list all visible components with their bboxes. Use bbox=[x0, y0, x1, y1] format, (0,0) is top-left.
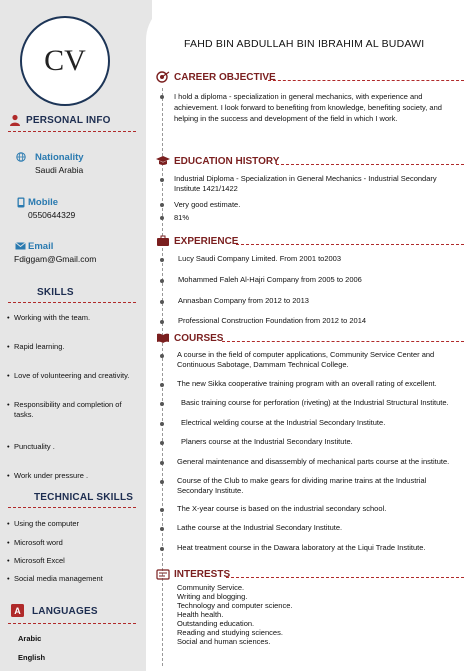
bullet bbox=[160, 547, 164, 551]
languages-title: LANGUAGES bbox=[32, 606, 98, 617]
interests-icon bbox=[156, 568, 170, 580]
interest-item: Reading and studying sciences. bbox=[177, 628, 283, 637]
technical-skill-item: • Microsoft Excel bbox=[14, 556, 138, 566]
bullet bbox=[160, 258, 164, 262]
course-item: Course of the Club to make gears for dividing marine trains at the Industrial Secondary Institute. bbox=[177, 476, 427, 495]
email-icon bbox=[15, 242, 26, 250]
bullet bbox=[160, 216, 164, 220]
nationality-label: Nationality bbox=[35, 152, 84, 163]
person-icon bbox=[9, 114, 21, 126]
course-item: Lathe course at the Industrial Secondary Institute. bbox=[177, 523, 343, 532]
technical-skill-item: • Microsoft word bbox=[14, 538, 138, 548]
career-objective-title: CAREER OBJECTIVE bbox=[174, 72, 276, 83]
technical-skills-title: TECHNICAL SKILLS bbox=[34, 492, 134, 503]
divider bbox=[222, 341, 464, 342]
course-item: A course in the field of computer applications, Community Service Center and Continuous Sabotage, Dammam Technical College. bbox=[177, 350, 435, 369]
interest-item: Health health. bbox=[177, 610, 224, 619]
bullet bbox=[160, 461, 164, 465]
education-history-title: EDUCATION HISTORY bbox=[174, 156, 280, 167]
courses-title: COURSES bbox=[174, 333, 224, 344]
globe-icon bbox=[16, 152, 26, 162]
bullet bbox=[160, 508, 164, 512]
course-item: The X-year course is based on the industrial secondary school. bbox=[177, 504, 387, 513]
experience-item: Professional Construction Foundation from 2012 to 2014 bbox=[178, 316, 367, 325]
bullet bbox=[160, 203, 164, 207]
bullet bbox=[160, 383, 164, 387]
skills-title: SKILLS bbox=[37, 287, 74, 298]
mobile-icon bbox=[17, 197, 25, 208]
full-name: FAHD BIN ABDULLAH BIN IBRAHIM AL BUDAWI bbox=[184, 38, 425, 50]
divider bbox=[276, 164, 464, 165]
interest-item: Community Service. bbox=[177, 583, 245, 592]
bullet bbox=[160, 402, 164, 406]
mobile-label: Mobile bbox=[28, 197, 59, 208]
target-icon bbox=[156, 71, 170, 83]
bullet bbox=[160, 354, 164, 358]
experience-title: EXPERIENCE bbox=[174, 236, 239, 247]
divider bbox=[8, 131, 136, 132]
divider bbox=[236, 244, 464, 245]
education-item: 81% bbox=[174, 213, 190, 222]
bullet bbox=[160, 480, 164, 484]
language-item: English bbox=[18, 653, 46, 662]
course-item: Planers course at the Industrial Secondary Institute. bbox=[181, 437, 353, 446]
course-item: Electrical welding course at the Industrial Secondary Institute. bbox=[181, 418, 386, 427]
bullet bbox=[160, 300, 164, 304]
divider bbox=[8, 507, 136, 508]
course-item: Basic training course for perforation (riveting) at the Industrial Structural Institute. bbox=[181, 398, 449, 407]
language-item: Arabic bbox=[18, 634, 42, 643]
graduation-cap-icon bbox=[156, 155, 170, 167]
briefcase-icon bbox=[156, 235, 170, 247]
course-item: General maintenance and disassembly of mechanical parts course at the institute. bbox=[177, 457, 450, 466]
bullet bbox=[160, 441, 164, 445]
education-item: Industrial Diploma - Specialization in General Mechanics - Industrial Secondary Institute 1421/1422 bbox=[174, 174, 437, 193]
skill-item: • Punctuality . bbox=[14, 442, 138, 452]
bullet bbox=[160, 527, 164, 531]
cv-logo: CV bbox=[20, 16, 110, 106]
experience-item: Annasban Company from 2012 to 2013 bbox=[178, 296, 309, 305]
interest-item: Technology and computer science. bbox=[177, 601, 293, 610]
skill-item: • Responsibility and completion of tasks. bbox=[14, 400, 126, 420]
interest-item: Outstanding education. bbox=[177, 619, 255, 628]
interests-title: INTERESTS bbox=[174, 569, 231, 580]
technical-skill-item: • Social media management bbox=[14, 574, 138, 584]
skill-item: • Love of volunteering and creativity. bbox=[14, 371, 138, 381]
mobile-value: 0550644329 bbox=[28, 210, 76, 220]
divider bbox=[8, 623, 136, 624]
bullet bbox=[160, 279, 164, 283]
bullet bbox=[160, 422, 164, 426]
skill-item: • Rapid learning. bbox=[14, 342, 138, 352]
bullet bbox=[160, 95, 164, 99]
experience-item: Lucy Saudi Company Limited. From 2001 to2003 bbox=[178, 254, 342, 263]
email-value: Fdiggam@Gmail.com bbox=[14, 254, 97, 264]
technical-skill-item: • Using the computer bbox=[14, 519, 138, 529]
language-icon bbox=[11, 604, 24, 617]
course-item: Heat treatment course in the Dawara laboratory at the Liqui Trade Institute. bbox=[177, 543, 426, 552]
bullet bbox=[160, 320, 164, 324]
personal-info-title: PERSONAL INFO bbox=[26, 115, 111, 126]
bullet bbox=[160, 178, 164, 182]
svg-text:A: A bbox=[14, 606, 21, 616]
book-icon bbox=[156, 332, 170, 344]
interest-item: Writing and blogging. bbox=[177, 592, 248, 601]
course-item: The new Sikka cooperative training program with an overall rating of excellent. bbox=[177, 379, 437, 388]
email-label: Email bbox=[28, 241, 54, 252]
career-objective-text: I hold a diploma - specialization in general mechanics, with experience and achievement. I look forward to benefiting from knowledge, benefiting society, and helping in the success and development of the field in which I work. bbox=[174, 92, 442, 123]
nationality-value: Saudi Arabia bbox=[35, 165, 84, 175]
experience-item: Mohammed Faleh Al-Hajri Company from 2005 to 2006 bbox=[178, 275, 362, 284]
education-item: Very good estimate. bbox=[174, 200, 241, 209]
interest-item: Social and human sciences. bbox=[177, 637, 271, 646]
skill-item: • Work under pressure . bbox=[14, 471, 138, 481]
divider bbox=[226, 577, 464, 578]
divider bbox=[8, 302, 136, 303]
divider bbox=[268, 80, 464, 81]
skill-item: • Working with the team. bbox=[14, 313, 138, 323]
